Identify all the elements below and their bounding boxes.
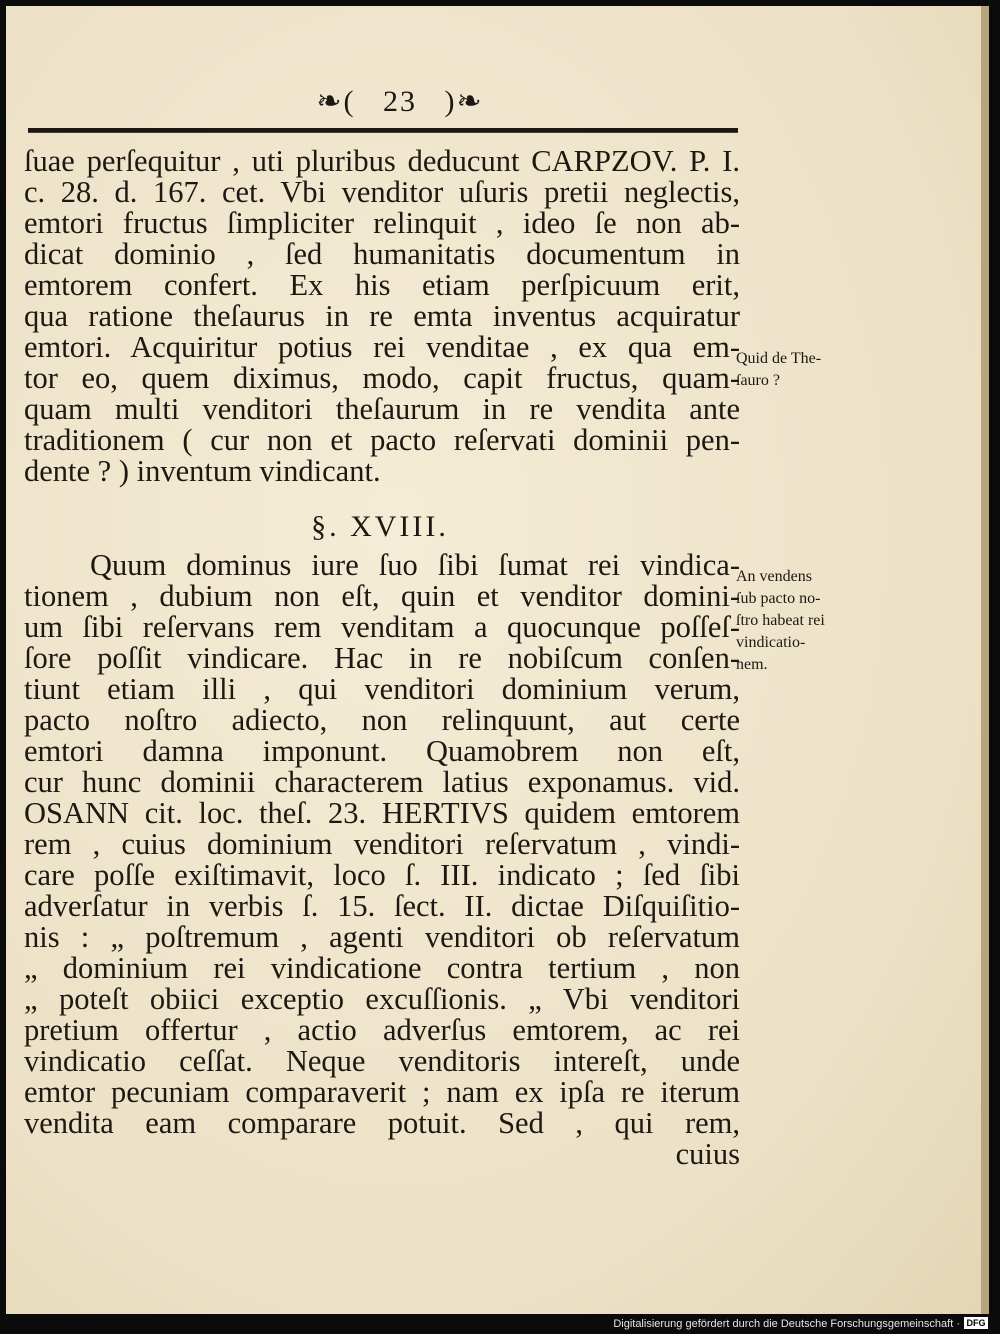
text-line: ſore poſſit vindicare. Hac in re nobiſcum conſen- <box>24 641 740 675</box>
paragraph-2 <box>24 550 740 1170</box>
text-line: vindicatio ceſſat. Neque venditoris intereſt, unde <box>24 1044 740 1078</box>
text-line: adverſatur in verbis ſ. 15. ſect. II. dictae Diſquiſitio- <box>24 889 740 923</box>
text-line: tor eo, quem diximus, modo, capit fructus, quam- <box>24 361 740 395</box>
ornament-left: ❧( <box>316 85 356 118</box>
text-line: cur hunc dominii characterem latius exponamus. vid. <box>24 765 740 799</box>
header-rule <box>28 128 738 133</box>
section-heading: §. XVIII. <box>311 510 449 543</box>
page-number: 23 <box>383 85 417 118</box>
text-line: Quum dominus iure ſuo ſibi ſumat rei vindica- <box>90 548 740 582</box>
text-line: emtori. Acquiritur potius rei venditae , ex qua em- <box>24 330 740 364</box>
text-line: „ dominium rei vindicatione contra tertium , non <box>24 951 740 985</box>
text-line: dicat dominio , ſed humanitatis documentum in <box>24 237 740 271</box>
text-line: ſuae perſequitur , uti pluribus deducunt CARPZOV. P. I. <box>24 144 740 178</box>
page-header <box>300 84 500 124</box>
text-line: care poſſe exiſtimavit, loco ſ. III. indicato ; ſed ſibi <box>24 858 740 892</box>
text-line: pretium offertur , actio adverſus emtorem, ac rei <box>24 1013 740 1047</box>
margin-note-thesaurus <box>736 348 886 392</box>
text-line: pacto noſtro adiecto, non relinquunt, aut certe <box>24 703 740 737</box>
ornament-right: )❧ <box>444 85 484 118</box>
text-line: c. 28. d. 167. cet. Vbi venditor uſuris pretii neglectis, <box>24 175 740 209</box>
text-line: tiunt etiam illi , qui venditori dominium verum, <box>24 672 740 706</box>
paragraph-1 <box>24 146 740 487</box>
text-line: vendita eam comparare potuit. Sed , qui rem, <box>24 1106 740 1140</box>
text-line: OSANN cit. loc. theſ. 23. HERTIVS quidem emtorem <box>24 796 740 830</box>
text-line: dente ? ) inventum vindicant. <box>24 454 381 488</box>
margin-note-line: nem. <box>736 656 768 673</box>
text-line: rem , cuius dominium venditori reſervatum , vindi- <box>24 827 740 861</box>
margin-note-line: An vendens <box>736 568 812 585</box>
text-line: „ poteſt obiici exceptio excuſſionis. „ Vbi venditori <box>24 982 740 1016</box>
margin-note-line: Quid de The- <box>736 350 822 367</box>
text-line: traditionem ( cur non et pacto reſervati dominii pen- <box>24 423 740 457</box>
text-line: um ſibi reſervans rem venditam a quocunque poſſeſ- <box>24 610 740 644</box>
text-line: nis : „ poſtremum , agenti venditori ob reſervatum <box>24 920 740 954</box>
text-line: tionem , dubium non eſt, quin et venditor domini- <box>24 579 740 613</box>
text-line: quam multi venditori theſaurum in re vendita ante <box>24 392 740 426</box>
text-line: emtor pecuniam comparaverit ; nam ex ipſa re iterum <box>24 1075 740 1109</box>
margin-note-vindicatio <box>736 566 886 676</box>
margin-note-line: ſtro habeat rei <box>736 612 825 629</box>
margin-note-line: ſub pacto no- <box>736 590 821 607</box>
margin-note-line: ſauro ? <box>736 372 780 389</box>
footer-credit: Digitalisierung gefördert durch die Deutsche Forschungsgemeinschaft · <box>613 1318 960 1330</box>
text-line: qua ratione theſaurus in re emta inventus acquiratur <box>24 299 740 333</box>
text-line: emtori fructus ſimpliciter relinquit , ideo ſe non ab- <box>24 206 740 240</box>
dfg-logo-icon: DFG <box>964 1317 988 1329</box>
page-edge <box>981 6 989 1314</box>
text-line: emtorem confert. Ex his etiam perſpicuum erit, <box>24 268 740 302</box>
catchword: cuius <box>675 1137 740 1171</box>
margin-note-line: vindicatio- <box>736 634 806 651</box>
text-line: emtori damna imponunt. Quamobrem non eſt, <box>24 734 740 768</box>
